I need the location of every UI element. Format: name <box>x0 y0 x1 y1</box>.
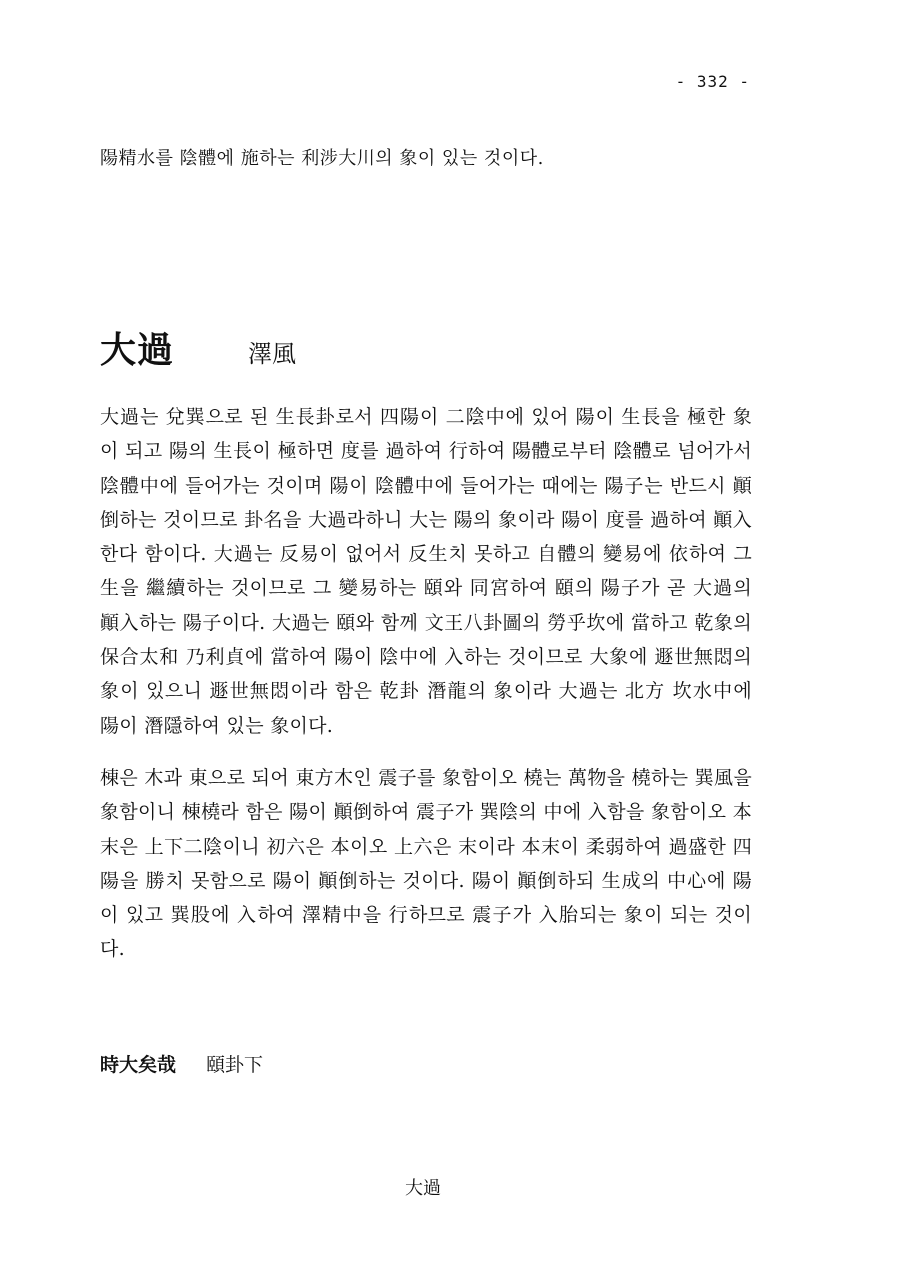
footer-label: 大過 <box>405 1178 441 1199</box>
page-number: - 332 - <box>675 72 750 91</box>
intro-text: 陽精水를 陰體에 施하는 利涉大川의 象이 있는 것이다. <box>100 148 544 169</box>
footnote-bold-text: 時大矣哉 <box>100 1054 177 1076</box>
body-paragraph-2: 棟은 木과 東으로 되어 東方木인 震子를 象함이오 橈는 萬物을 橈하는 巽風을 象함이니 棟橈라 함은 陽이 顚倒하여 震子가 巽陰의 中에 入함을 象함이오 本末은 上下二陰이니 初六은 本이오 上六은 末이라 本末이 柔弱하여 過盛한 四陽을 勝치 못함으로 陽이 顚倒하는 것이다. 陽이 顚倒하되 生成의 中心에 陽이 있고 巽股에 入하여 澤精中을 行하므로 震子가 入胎되는 象이 되는 것이다. <box>100 767 752 961</box>
section-title: 大過 <box>100 329 175 371</box>
footnote-reference: 頤卦下 <box>206 1054 264 1076</box>
section-heading <box>100 322 296 373</box>
footnote-heading <box>100 1050 263 1077</box>
section-subtitle: 澤風 <box>248 340 297 368</box>
body-paragraph-1: 大過는 兌巽으로 된 生長卦로서 四陽이 二陰中에 있어 陽이 生長을 極한 象이 되고 陽의 生長이 極하면 度를 過하여 行하여 陽體로부터 陰體로 넘어가서 陰體中에 들어가는 것이며 陽이 陰體中에 들어가는 때에는 陽子는 반드시 顚倒하는 것이므로 卦名을 大過라하니 大는 陽의 象이라 陽이 度를 過하여 顚入한다 함이다. 大過는 反易이 없어서 反生치 못하고 自體의 變易에 依하여 그 生을 繼續하는 것이므로 그 變易하는 頤와 同宮하여 頤의 陽子가 곧 大過의 顚入하는 陽子이다. 大過는 頤와 함께 文王八卦圖의 勞乎坎에 當하고 乾象의 保合太和 乃利貞에 當하여 陽이 陰中에 入하는 것이므로 大象에 遯世無悶의 象이 있으니 遯世無悶이라 함은 乾卦 潛龍의 象이라 大過는 北方 坎水中에 陽이 潛隱하여 있는 象이다. <box>100 406 752 737</box>
